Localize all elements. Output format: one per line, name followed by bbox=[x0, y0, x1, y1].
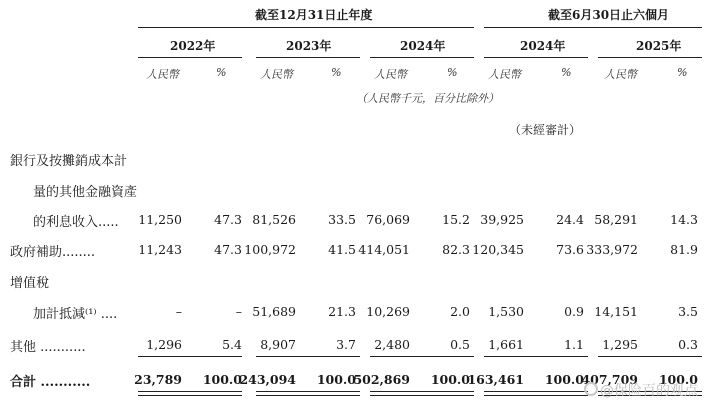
watermark-logo-icon bbox=[584, 382, 598, 396]
cell-others-2025h1-rmb: 1,295 bbox=[602, 337, 638, 352]
cell-interest-2023-rmb: 81,526 bbox=[252, 212, 296, 227]
row-label-government-grants: 政府補助........ bbox=[10, 245, 96, 260]
row-label-interest-line1: 銀行及按攤銷成本計 bbox=[10, 154, 128, 169]
cell-vat-2024-rmb: 10,269 bbox=[366, 304, 410, 319]
year-header-2022: 2022年 bbox=[170, 39, 216, 53]
cell-vat-2024h1-rmb: 1,530 bbox=[488, 304, 524, 319]
sub-pct-2022: % bbox=[216, 66, 227, 79]
year-header-2025-h1: 2025年 bbox=[636, 39, 682, 53]
cell-vat-2024h1-pct: 0.9 bbox=[564, 304, 584, 319]
year-rule-2022 bbox=[138, 57, 242, 58]
cell-total-2022-rmb: 23,789 bbox=[134, 372, 182, 387]
cell-interest-2024h1-rmb: 39,925 bbox=[480, 212, 524, 227]
cell-vat-2023-pct: 21.3 bbox=[328, 304, 356, 319]
row-label-interest-line2: 量的其他金融資產 bbox=[33, 185, 138, 200]
total-double-rule-2024h1-b bbox=[484, 395, 588, 396]
cell-others-2023-pct: 3.7 bbox=[336, 337, 356, 352]
sub-rmb-2022: 人民幣 bbox=[146, 68, 179, 81]
cell-grants-2022-rmb: 11,243 bbox=[138, 242, 182, 257]
total-double-rule-2022-b bbox=[138, 395, 242, 396]
cell-others-2022-pct: 5.4 bbox=[222, 337, 242, 352]
cell-interest-2025h1-pct: 14.3 bbox=[670, 212, 698, 227]
cell-total-2024h1-rmb: 163,461 bbox=[467, 372, 524, 387]
year-header-2023: 2023年 bbox=[286, 39, 332, 53]
sub-rmb-2025-h1: 人民幣 bbox=[604, 68, 637, 81]
unaudited-note: （未經審計） bbox=[509, 123, 582, 137]
cell-interest-2024-pct: 15.2 bbox=[442, 212, 470, 227]
six-month-group-header: 截至6月30日止六個月 bbox=[548, 8, 670, 22]
sub-rmb-2024: 人民幣 bbox=[374, 68, 407, 81]
cell-grants-2024-pct: 82.3 bbox=[442, 242, 470, 257]
row-label-interest-line3: 的利息收入..... bbox=[33, 215, 119, 230]
sub-pct-2024-h1: % bbox=[561, 66, 572, 79]
cell-vat-2025h1-rmb: 14,151 bbox=[594, 304, 638, 319]
cell-vat-2024-pct: 2.0 bbox=[450, 304, 470, 319]
cell-others-2025h1-pct: 0.3 bbox=[678, 337, 698, 352]
cell-others-2024-rmb: 2,480 bbox=[374, 337, 410, 352]
cell-grants-2025h1-rmb: 333,972 bbox=[586, 242, 638, 257]
cell-grants-2024h1-rmb: 120,345 bbox=[472, 242, 524, 257]
cell-total-2023-rmb: 243,094 bbox=[239, 372, 296, 387]
watermark-text: @保险百的观点 bbox=[600, 383, 698, 399]
cell-interest-2022-rmb: 11,250 bbox=[138, 212, 182, 227]
sub-rmb-2023: 人民幣 bbox=[260, 68, 293, 81]
year-end-group-rule bbox=[138, 27, 474, 28]
subtotal-rule-2023 bbox=[256, 356, 360, 357]
cell-interest-2024h1-pct: 24.4 bbox=[556, 212, 584, 227]
row-label-others: 其他 ........... bbox=[10, 340, 86, 355]
cell-total-2024h1-pct: 100.0 bbox=[544, 372, 584, 387]
cell-grants-2023-rmb: 100,972 bbox=[244, 242, 296, 257]
cell-interest-2024-rmb: 76,069 bbox=[366, 212, 410, 227]
cell-others-2024h1-rmb: 1,661 bbox=[488, 337, 524, 352]
cell-interest-2025h1-rmb: 58,291 bbox=[594, 212, 638, 227]
cell-vat-2022-pct: – bbox=[235, 304, 242, 319]
cell-grants-2024h1-pct: 73.6 bbox=[556, 242, 584, 257]
total-double-rule-2024-a bbox=[370, 391, 474, 392]
sub-pct-2024: % bbox=[447, 66, 458, 79]
year-header-2024-h1: 2024年 bbox=[520, 39, 566, 53]
row-label-vat-line2: 加計抵減⁽¹⁾ .... bbox=[33, 307, 118, 322]
cell-total-2022-pct: 100.0 bbox=[202, 372, 242, 387]
year-header-2024: 2024年 bbox=[400, 39, 446, 53]
sub-pct-2025-h1: % bbox=[677, 66, 688, 79]
cell-grants-2025h1-pct: 81.9 bbox=[670, 242, 698, 257]
six-month-group-rule bbox=[484, 27, 702, 28]
cell-vat-2022-rmb: – bbox=[175, 304, 182, 319]
cell-grants-2023-pct: 41.5 bbox=[328, 242, 356, 257]
total-double-rule-2023-a bbox=[256, 391, 360, 392]
row-label-vat-line1: 增值稅 bbox=[10, 276, 50, 291]
unit-note: （人民幣千元，百分比除外） bbox=[356, 92, 499, 105]
cell-interest-2022-pct: 47.3 bbox=[214, 212, 242, 227]
cell-vat-2025h1-pct: 3.5 bbox=[678, 304, 698, 319]
subtotal-rule-2022 bbox=[138, 356, 242, 357]
total-double-rule-2024-b bbox=[370, 395, 474, 396]
cell-total-2024-rmb: 502,869 bbox=[353, 372, 410, 387]
cell-others-2022-rmb: 1,296 bbox=[146, 337, 182, 352]
year-rule-2025-h1 bbox=[598, 57, 702, 58]
cell-grants-2022-pct: 47.3 bbox=[214, 242, 242, 257]
row-label-total: 合計 ........... bbox=[10, 375, 91, 390]
total-double-rule-2023-b bbox=[256, 395, 360, 396]
cell-total-2025h1-pct: 100.0 bbox=[658, 372, 698, 387]
cell-grants-2024-rmb: 414,051 bbox=[358, 242, 410, 257]
cell-interest-2023-pct: 33.5 bbox=[328, 212, 356, 227]
cell-vat-2023-rmb: 51,689 bbox=[252, 304, 296, 319]
subtotal-rule-2024 bbox=[370, 356, 474, 357]
total-double-rule-2022-a bbox=[138, 391, 242, 392]
year-rule-2024-h1 bbox=[484, 57, 588, 58]
cell-total-2024-pct: 100.0 bbox=[430, 372, 470, 387]
cell-total-2025h1-rmb: 407,709 bbox=[581, 372, 638, 387]
sub-pct-2023: % bbox=[331, 66, 342, 79]
total-double-rule-2024h1-a bbox=[484, 391, 588, 392]
year-rule-2023 bbox=[256, 57, 360, 58]
sub-rmb-2024-h1: 人民幣 bbox=[488, 68, 521, 81]
year-rule-2024 bbox=[370, 57, 474, 58]
cell-others-2024-pct: 0.5 bbox=[450, 337, 470, 352]
subtotal-rule-2024-h1 bbox=[484, 356, 588, 357]
year-end-group-header: 截至12月31日止年度 bbox=[255, 8, 373, 22]
cell-others-2024h1-pct: 1.1 bbox=[564, 337, 584, 352]
cell-total-2023-pct: 100.0 bbox=[316, 372, 356, 387]
subtotal-rule-2025-h1 bbox=[598, 356, 702, 357]
cell-others-2023-rmb: 8,907 bbox=[260, 337, 296, 352]
